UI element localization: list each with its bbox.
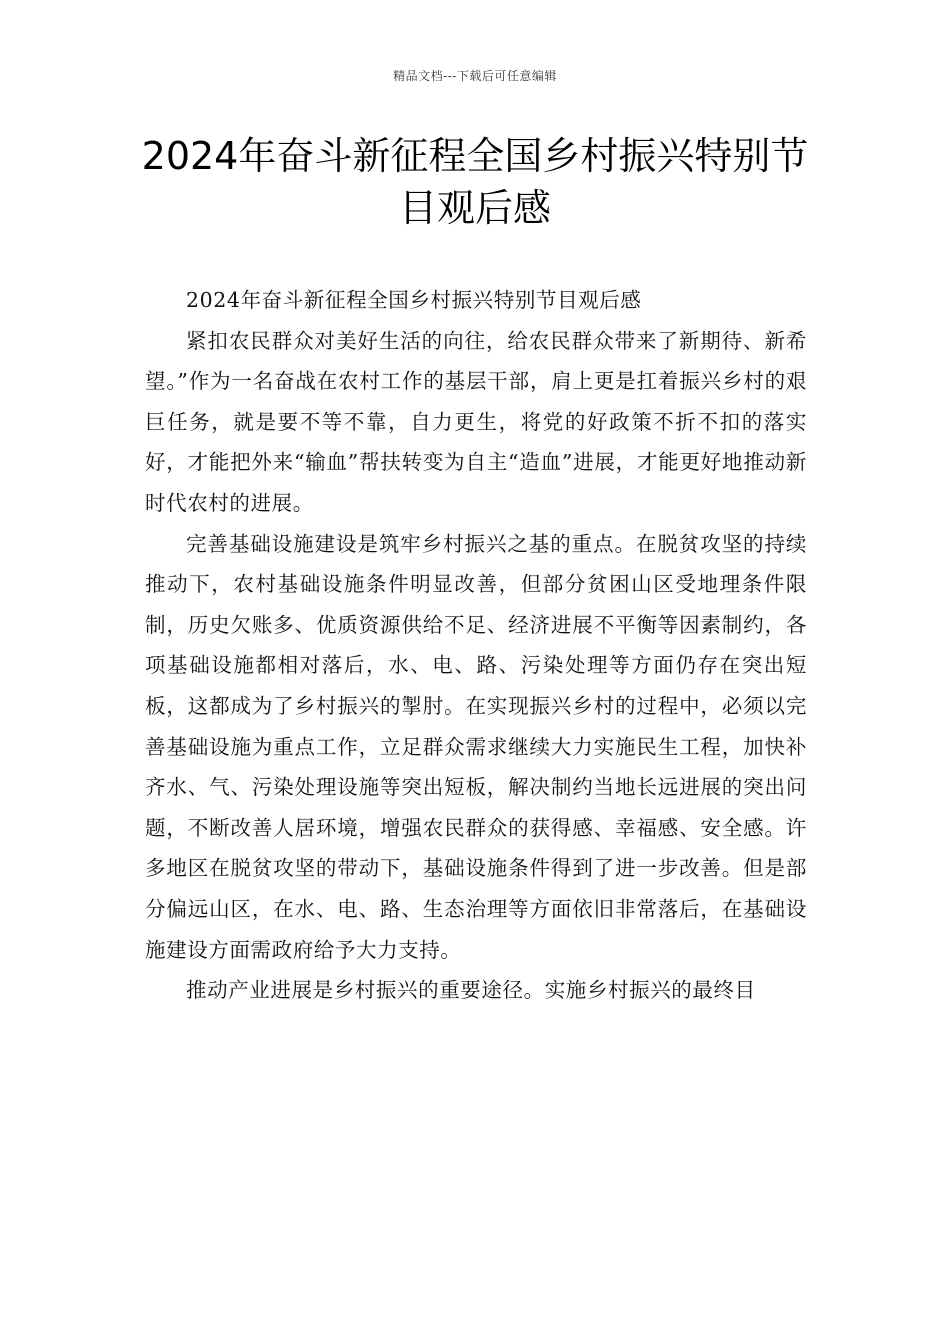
body-paragraph: 2024年奋斗新征程全国乡村振兴特别节目观后感 [186,288,642,312]
document-title: 2024年奋斗新征程全国乡村振兴特别节目观后感 [141,134,809,230]
header-note: 精品文档---下载后可任意编辑 [393,69,557,83]
document-body [145,280,807,1011]
body-paragraph: 紧扣农民群众对美好生活的向往，给农民群众带来了新期待、新希望。”作为一名奋战在农村工作的基层干部，肩上更是扛着振兴乡村的艰巨任务，就是要不等不靠，自力更生，将党的好政策不折不扣的落实好，才能把外来“输血”帮扶转变为自主“造血”进展，才能更好地推动新时代农村的进展。 [145,328,807,515]
body-paragraph: 完善基础设施建设是筑牢乡村振兴之基的重点。在脱贫攻坚的持续推动下，农村基础设施条件明显改善，但部分贫困山区受地理条件限制，历史欠账多、优质资源供给不足、经济进展不平衡等因素制约，各项基础设施都相对落后，水、电、路、污染处理等方面仍存在突出短板，这都成为了乡村振兴的掣肘。在实现振兴乡村的过程中，必须以完善基础设施为重点工作，立足群众需求继续大力实施民生工程，加快补齐水、气、污染处理设施等突出短板，解决制约当地长远进展的突出问题，不断改善人居环境，增强农民群众的获得感、幸福感、安全感。许多地区在脱贫攻坚的带动下，基础设施条件得到了进一步改善。但是部分偏远山区，在水、电、路、生态治理等方面依旧非常落后，在基础设施建设方面需政府给予大力支持。 [145,531,807,962]
body-paragraph: 推动产业进展是乡村振兴的重要途径。实施乡村振兴的最终目 [186,978,756,1003]
